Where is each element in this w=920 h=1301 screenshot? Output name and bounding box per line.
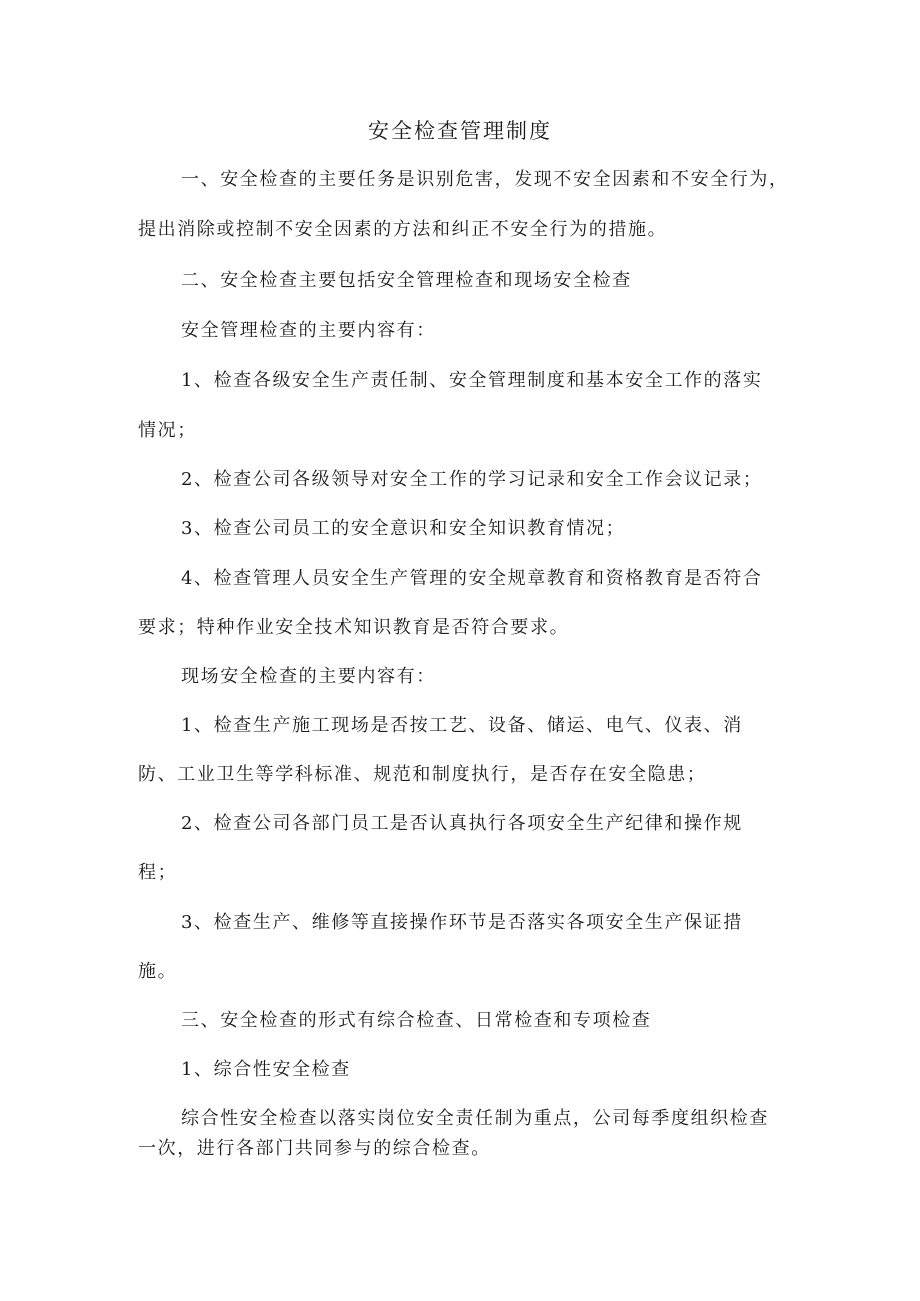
paragraph-line: 情况；	[138, 420, 197, 441]
section-heading: 三、安全检查的形式有综合检查、日常检查和专项检查	[181, 1010, 652, 1031]
paragraph-line: 施。	[138, 961, 178, 982]
paragraph-line: 一、安全检查的主要任务是识别危害，发现不安全因素和不安全行为，	[181, 169, 789, 190]
paragraph-line: 要求；特种作业安全技术知识教育是否符合要求。	[138, 617, 570, 638]
list-item: 4、检查管理人员安全生产管理的安全规章教育和资格教育是否符合	[181, 568, 763, 589]
paragraph-line: 一次，进行各部门共同参与的综合检查。	[138, 1138, 491, 1159]
subsection-heading: 1、综合性安全检查	[181, 1059, 351, 1080]
paragraph-line: 提出消除或控制不安全因素的方法和纠正不安全行为的措施。	[138, 219, 668, 240]
paragraph-line: 防、工业卫生等学科标准、规范和制度执行，是否存在安全隐患；	[138, 764, 707, 785]
section-heading: 二、安全检查主要包括安全管理检查和现场安全检查	[181, 270, 632, 291]
paragraph-line: 现场安全检查的主要内容有：	[181, 666, 436, 687]
paragraph-line: 程；	[138, 862, 178, 883]
list-item: 1、检查各级安全生产责任制、安全管理制度和基本安全工作的落实	[181, 370, 763, 391]
list-item: 2、检查公司各级领导对安全工作的学习记录和安全工作会议记录；	[181, 469, 763, 490]
paragraph-line: 安全管理检查的主要内容有：	[181, 320, 436, 341]
list-item: 3、检查生产、维修等直接操作环节是否落实各项安全生产保证措	[181, 912, 743, 933]
paragraph-line: 综合性安全检查以落实岗位安全责任制为重点，公司每季度组织检查	[181, 1108, 769, 1129]
document-title: 安全检查管理制度	[368, 119, 552, 143]
list-item: 1、检查生产施工现场是否按工艺、设备、储运、电气、仪表、消	[181, 715, 743, 736]
list-item: 3、检查公司员工的安全意识和安全知识教育情况；	[181, 518, 626, 539]
list-item: 2、检查公司各部门员工是否认真执行各项安全生产纪律和操作规	[181, 813, 743, 834]
